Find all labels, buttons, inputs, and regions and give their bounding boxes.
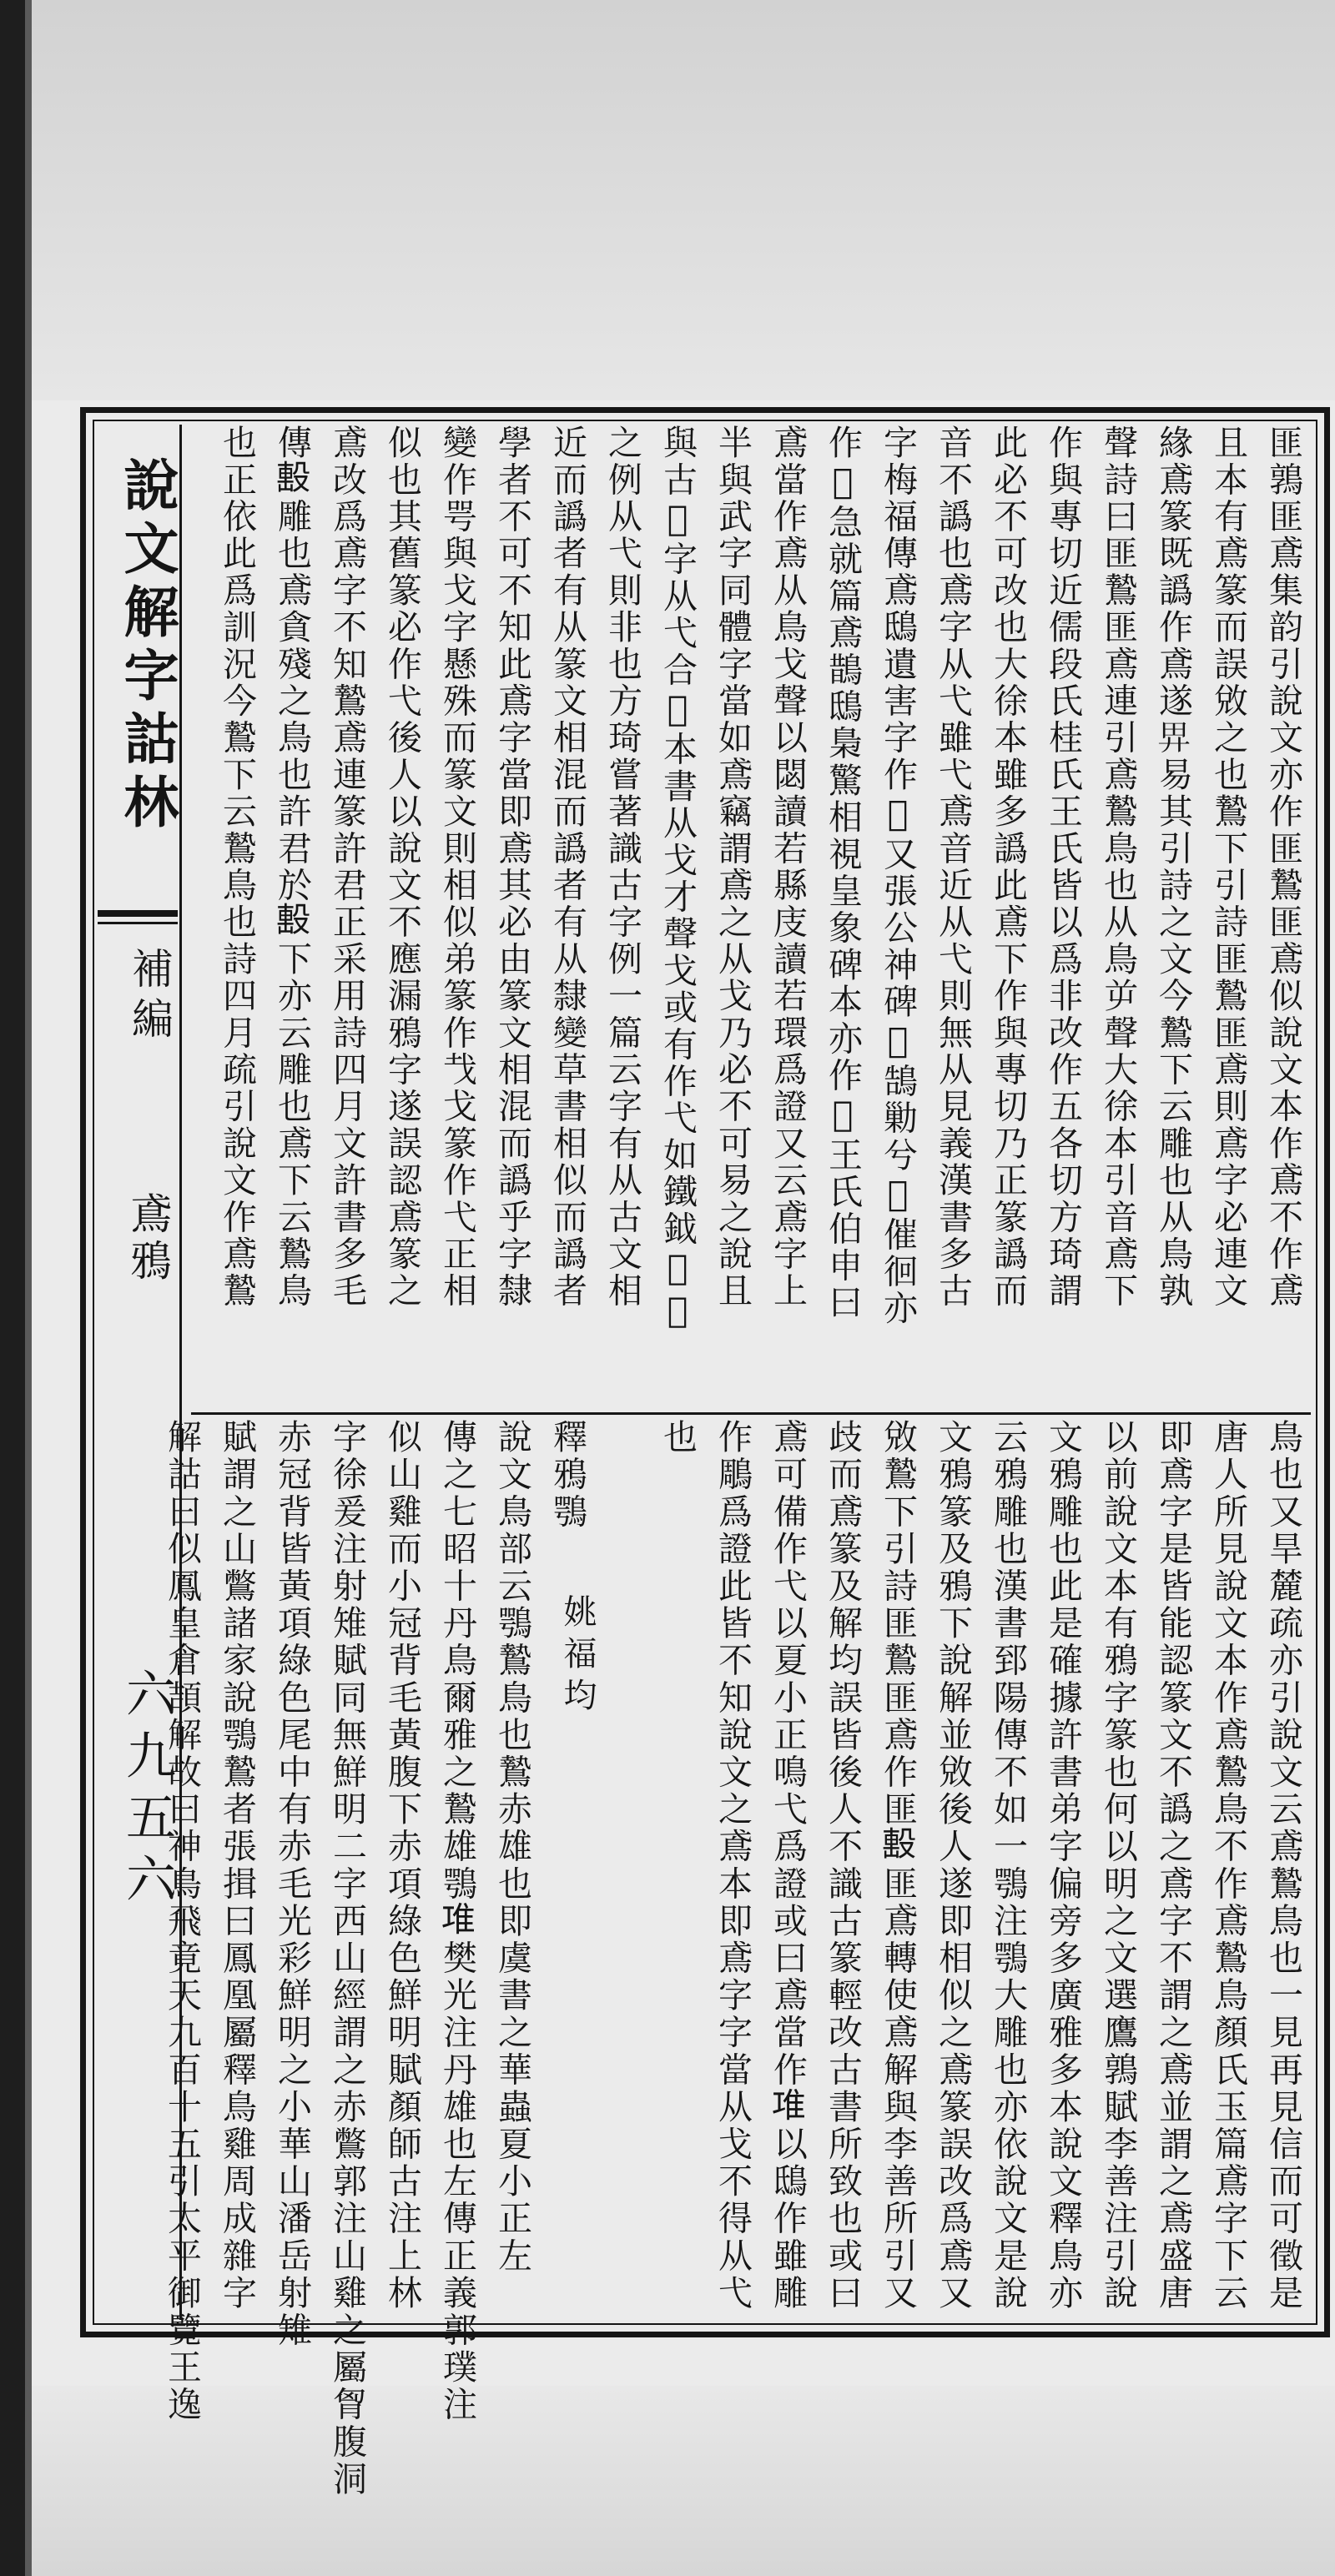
text-column: 以前說文本有鴉字篆也何以明之文選鷹鶉賦李善注引說 bbox=[1098, 1419, 1138, 2312]
page-number: 六九五六 bbox=[118, 1668, 176, 1914]
text-column: 即鳶字是皆能認篆文不譌之鳶字不謂之鳶並謂之鳶盛唐 bbox=[1153, 1419, 1193, 2312]
entry-word: 鳶鴉 bbox=[123, 1192, 172, 1285]
text-column: 鳥也又旱麓疏亦引說文云鳶鷙鳥也一見再見信而可徵是 bbox=[1263, 1419, 1303, 2312]
text-column: 也 bbox=[657, 1419, 698, 1457]
text-column: 鳶可備作弋以夏小正鳴弋爲證或曰鳶當作𨾊以鴟作雖雕 bbox=[768, 1419, 808, 2312]
text-column: 聲詩曰匪鷙匪鳶連引鳶鷙鳥也从鳥屰聲大徐本引音鳶下 bbox=[1098, 425, 1138, 1310]
text-column: 字梅福傳鳶鴟遺害字作𢧐又張公神碑𢧐鵠勦兮𩕵催徊亦 bbox=[878, 425, 918, 1327]
title-divider bbox=[98, 910, 178, 917]
text-column: 傳𣪠雕也鳶貪殘之鳥也許君於𣪠下亦云雕也鳶下云鷙鳥 bbox=[272, 425, 312, 1310]
text-column: 作𢧐急就篇鳶鵲鴟梟驚相視皇象碑本亦作𢧐王氏伯申曰 bbox=[823, 425, 863, 1321]
text-column: 匪鶉匪鳶集韵引說文亦作匪鷙匪鳶似說文本作鳶不作鳶 bbox=[1263, 425, 1303, 1310]
text-column: 敓鷙下引詩匪鷙匪鳶作匪𣪠匪鳶轉使鳶解與李善所引又 bbox=[878, 1419, 918, 2312]
book-title: 說文解字詁林 bbox=[114, 456, 179, 837]
text-column: 作鵰爲證此皆不知說文之鳶本即鳶字字當从戈不得从弋 bbox=[713, 1419, 753, 2312]
text-column: 近而譌者有从篆文相混而譌者有从隸變草書相似而譌者 bbox=[547, 425, 587, 1310]
text-column: 釋鴉鶚 bbox=[547, 1419, 587, 1531]
text-column: 此必不可改也大徐本雖多譌此鳶下作與專切乃正篆譌而 bbox=[988, 425, 1028, 1310]
text-column: 變作咢與戈字懸殊而篆文則相似弟篆作𢦏戈篆作弋正相 bbox=[437, 425, 477, 1310]
book-gutter bbox=[25, 0, 32, 2576]
text-column: 文鴉雕也此是確據許書弟字偏旁多廣雅多本說文釋鳥亦 bbox=[1043, 1419, 1083, 2312]
text-column: 半與武字同體字當如鳶竊謂鳶之从戈乃必不可易之說且 bbox=[713, 425, 753, 1310]
text-column: 云鴉雕也漢書郅陽傳不如一鶚注鶚大雕也亦依說文是說 bbox=[988, 1419, 1028, 2312]
top-text-columns bbox=[191, 425, 1311, 1409]
text-column: 傳之七昭十丹鳥爾雅之鷙雄鶚𨾊樊光注丹雄也左傳正義郭璞注 bbox=[437, 1419, 477, 2424]
text-column: 似山雞而小冠背毛黃腹下赤項綠色鮮明賦顏師古注上林 bbox=[382, 1419, 422, 2312]
text-column: 解詁曰似鳳皇倉頡解故曰神鳥飛竟天九百十五引太平御覽王逸 bbox=[162, 1419, 202, 2424]
text-column: 之例从弋則非也方琦嘗著識古字例一篇云字有从古文相 bbox=[602, 425, 642, 1310]
text-column: 字徐爰注射雉賦同無鮮明二字西山經謂之赤鷩郭注山雞之屬胷腹洞 bbox=[327, 1419, 367, 2498]
text-column: 鳶改爲鳶字不知鷙鳶連篆許君正采用詩四月文許書多毛 bbox=[327, 425, 367, 1310]
bottom-text-panel bbox=[162, 1419, 1311, 2498]
text-column: 緣鳶篆既譌作鳶遂𢌿易其引詩之文今鷙下云雕也从鳥孰 bbox=[1153, 425, 1193, 1310]
text-column: 唐人所見說文本作鳶鷙鳥不作鳶鷙鳥顏氏玉篇鳶字下云 bbox=[1208, 1419, 1248, 2312]
text-column: 作與專切近儒段氏桂氏王氏皆以爲非改作五各切方琦謂 bbox=[1043, 425, 1083, 1310]
section-label: 補編 bbox=[125, 947, 174, 1047]
text-column: 也正依此爲訓況今鷙下云鷙鳥也詩四月疏引說文作鳶鷙 bbox=[217, 425, 257, 1310]
bottom-text-columns bbox=[162, 1419, 1311, 2498]
top-text-panel bbox=[191, 425, 1311, 1409]
text-column: 與古𢧐字从弋合𢧐本書从戈才聲戈或有作弋如鐵鉞𢧐𢧐 bbox=[657, 425, 698, 1333]
book-spine bbox=[0, 0, 25, 2576]
text-column: 文鴉篆及鴉下說解並敓後人遂即相似之鳶篆誤改爲鳶又 bbox=[933, 1419, 973, 2312]
page-frame bbox=[80, 407, 1330, 2498]
text-column: 說文鳥部云鶚鷙鳥也鷙赤雄也即虞書之華蟲夏小正左 bbox=[492, 1419, 532, 2275]
text-column: 賦謂之山鷩諸家說鶚鷙者張揖曰鳳凰屬釋鳥雞周成雜字 bbox=[217, 1419, 257, 2312]
text-column: 且本有鳶篆而誤敓之也鷙下引詩匪鷙匪鳶則鳶字必連文 bbox=[1208, 425, 1248, 1310]
text-column: 學者不可不知此鳶字當即鳶其必由篆文相混而譌乎字隸 bbox=[492, 425, 532, 1310]
scanned-page bbox=[32, 0, 1335, 2576]
author-name: 姚福均 bbox=[558, 1594, 597, 1719]
text-column: 音不譌也鳶字从弋雖弋鳶音近从弋則無从見義漢書多古 bbox=[933, 425, 973, 1310]
text-column: 赤冠背皆黃項綠色尾中有赤毛光彩鮮明之小華山潘岳射雉 bbox=[272, 1419, 312, 2349]
text-column: 似也其舊篆必作弋後人以說文不應漏鴉字遂誤認鳶篆之 bbox=[382, 425, 422, 1310]
text-column: 鳶當作鳶从鳥戈聲以閟讀若縣庋讀若環爲證又云鳶字上 bbox=[768, 425, 808, 1310]
text-column: 歧而鳶篆及解均誤皆後人不識古篆輕改古書所致也或曰 bbox=[823, 1419, 863, 2312]
panel-divider bbox=[191, 1412, 1311, 1415]
